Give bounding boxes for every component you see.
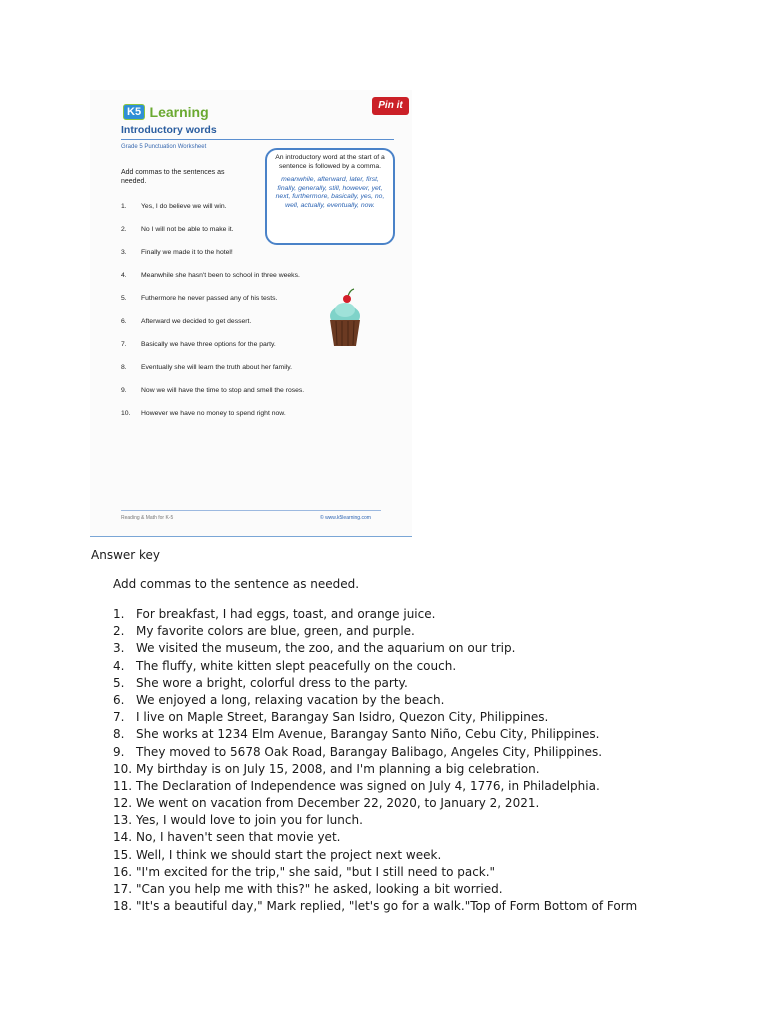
list-item bbox=[113, 640, 637, 657]
list-number: 18. bbox=[113, 899, 133, 914]
worksheet-item bbox=[121, 410, 361, 417]
list-text: For breakfast, I had eggs, toast, and orange juice. bbox=[136, 607, 436, 621]
item-number: 7. bbox=[121, 341, 127, 348]
list-number: 11. bbox=[113, 778, 133, 793]
worksheet-image bbox=[90, 90, 412, 537]
item-text: Yes, I do believe we will win. bbox=[141, 203, 227, 210]
list-text: "I'm excited for the trip," she said, "but I still need to pack." bbox=[136, 864, 496, 879]
list-number: 7. bbox=[113, 710, 125, 725]
list-text: We visited the museum, the zoo, and the aquarium on our trip. bbox=[136, 641, 516, 656]
worksheet-instruction: Add commas to the sentences as needed. bbox=[121, 169, 225, 185]
list-text: The Declaration of Independence was signed on July 4, 1776, in Philadelphia. bbox=[136, 778, 600, 793]
list-item bbox=[113, 847, 637, 864]
list-number: 5. bbox=[113, 675, 125, 690]
list-item bbox=[113, 898, 637, 915]
pin-it-button[interactable]: Pin it bbox=[372, 97, 409, 115]
list-number: 9. bbox=[113, 744, 125, 759]
list-text: My birthday is on July 15, 2008, and I'm planning a big celebration. bbox=[136, 761, 540, 776]
list-item bbox=[113, 761, 637, 778]
item-text: No I will not be able to make it. bbox=[141, 226, 234, 233]
item-number: 5. bbox=[121, 295, 127, 302]
list-item bbox=[113, 692, 637, 709]
list-number: 4. bbox=[113, 658, 125, 673]
k5-learning-logo bbox=[123, 103, 209, 121]
callout-word-list: meanwhile, afterward, later, first, finally, generally, still, however, yet, next, furthermore, basically, yes, no, well, actually, eventually, now. bbox=[275, 176, 385, 209]
worksheet-item bbox=[121, 341, 361, 348]
footer-divider bbox=[121, 510, 381, 511]
list-text: We went on vacation from December 22, 2020, to January 2, 2021. bbox=[136, 796, 540, 811]
list-number: 8. bbox=[113, 727, 125, 742]
worksheet-item bbox=[121, 318, 361, 325]
list-text: I live on Maple Street, Barangay San Isidro, Quezon City, Philippines. bbox=[136, 710, 549, 725]
list-number: 6. bbox=[113, 692, 125, 707]
item-number: 1. bbox=[121, 203, 127, 210]
item-text: Finally we made it to the hotel! bbox=[141, 249, 233, 256]
worksheet-item bbox=[121, 364, 361, 371]
worksheet-item bbox=[121, 295, 361, 302]
item-text: Meanwhile she hasn't been to school in three weeks. bbox=[141, 272, 300, 279]
worksheet-item bbox=[121, 272, 361, 279]
list-item bbox=[113, 726, 637, 743]
answer-key-instruction: Add commas to the sentence as needed. bbox=[113, 577, 360, 591]
list-item bbox=[113, 812, 637, 829]
list-text: "Can you help me with this?" he asked, looking a bit worried. bbox=[136, 882, 503, 896]
list-item bbox=[113, 675, 637, 692]
worksheet-footer-link[interactable]: © www.k5learning.com bbox=[320, 515, 371, 521]
item-text: Basically we have three options for the party. bbox=[141, 341, 276, 348]
list-text: She works at 1234 Elm Avenue, Barangay Santo Niño, Cebu City, Philippines. bbox=[136, 727, 600, 742]
list-item bbox=[113, 881, 637, 898]
worksheet-title: Introductory words bbox=[121, 124, 217, 136]
list-item bbox=[113, 623, 637, 640]
list-number: 1. bbox=[113, 607, 125, 621]
item-number: 3. bbox=[121, 249, 127, 256]
cupcake-icon bbox=[326, 288, 364, 350]
list-item bbox=[113, 606, 637, 623]
list-number: 15. bbox=[113, 847, 133, 862]
list-item bbox=[113, 658, 637, 675]
list-text: "It's a beautiful day," Mark replied, "let's go for a walk."Top of Form Bottom of Form bbox=[136, 899, 638, 914]
list-text: We enjoyed a long, relaxing vacation by the beach. bbox=[136, 692, 445, 707]
logo-badge: K5 bbox=[123, 104, 145, 120]
item-number: 6. bbox=[121, 318, 127, 325]
callout-definition: An introductory word at the start of a sentence is followed by a comma. bbox=[275, 154, 385, 170]
title-divider bbox=[121, 139, 394, 140]
item-number: 8. bbox=[121, 364, 127, 371]
worksheet-item bbox=[121, 203, 361, 210]
list-number: 14. bbox=[113, 830, 133, 845]
list-text: She wore a bright, colorful dress to the party. bbox=[136, 675, 408, 690]
list-text: Well, I think we should start the project next week. bbox=[136, 847, 442, 862]
list-text: My favorite colors are blue, green, and purple. bbox=[136, 624, 415, 639]
worksheet-item bbox=[121, 226, 361, 233]
logo-word: Learning bbox=[149, 103, 209, 120]
answer-key-list bbox=[113, 606, 637, 915]
list-item bbox=[113, 778, 637, 795]
list-number: 12. bbox=[113, 796, 133, 811]
list-text: No, I haven't seen that movie yet. bbox=[136, 830, 341, 845]
list-number: 16. bbox=[113, 864, 133, 879]
worksheet-subtitle: Grade 5 Punctuation Worksheet bbox=[121, 144, 207, 150]
list-item bbox=[113, 829, 637, 846]
worksheet-item bbox=[121, 249, 361, 256]
list-number: 10. bbox=[113, 761, 133, 776]
item-number: 2. bbox=[121, 226, 127, 233]
worksheet-item bbox=[121, 387, 361, 394]
list-text: Yes, I would love to join you for lunch. bbox=[136, 813, 363, 828]
list-text: They moved to 5678 Oak Road, Barangay Balibago, Angeles City, Philippines. bbox=[136, 744, 603, 759]
item-number: 10. bbox=[121, 410, 131, 417]
item-text: Futhermore he never passed any of his tests. bbox=[141, 295, 278, 302]
list-item bbox=[113, 864, 637, 881]
worksheet-footer-left: Reading & Math for K-5 bbox=[121, 515, 174, 521]
list-number: 17. bbox=[113, 882, 133, 896]
list-item bbox=[113, 795, 637, 812]
list-text: The fluffy, white kitten slept peacefully on the couch. bbox=[136, 658, 457, 673]
item-text: However we have no money to spend right now. bbox=[141, 410, 286, 417]
item-text: Now we will have the time to stop and smell the roses. bbox=[141, 387, 305, 394]
answer-key-heading: Answer key bbox=[91, 548, 161, 562]
item-number: 9. bbox=[121, 387, 127, 394]
list-item bbox=[113, 709, 637, 726]
item-number: 4. bbox=[121, 272, 127, 279]
list-number: 13. bbox=[113, 813, 133, 828]
list-number: 2. bbox=[113, 624, 125, 639]
item-text: Eventually she will learn the truth about her family. bbox=[141, 364, 292, 371]
list-item bbox=[113, 744, 637, 761]
list-number: 3. bbox=[113, 641, 125, 656]
item-text: Afterward we decided to get dessert. bbox=[141, 318, 252, 325]
